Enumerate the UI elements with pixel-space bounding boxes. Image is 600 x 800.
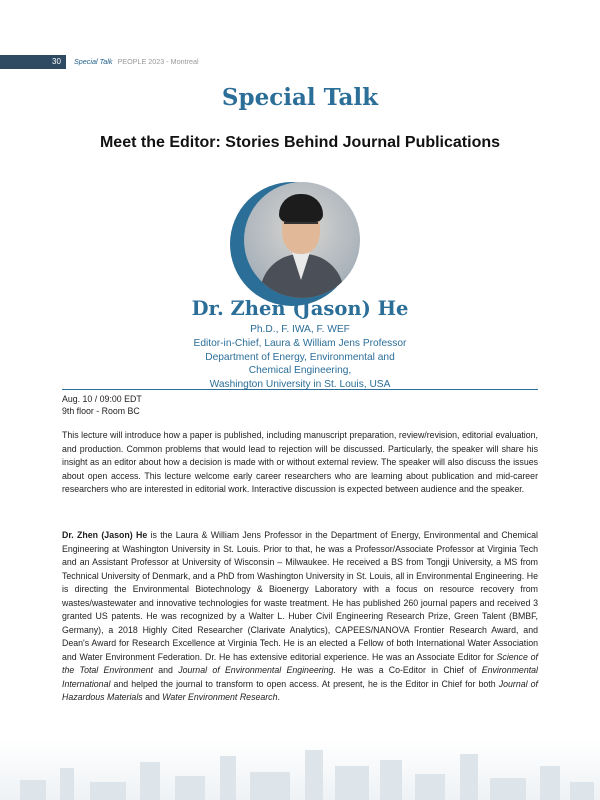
credential-line: Chemical Engineering, [248,365,352,377]
speaker-portrait [244,182,360,298]
bio-text: . He was a Co-Editor in Chief of [333,665,482,675]
bio-name: Dr. Zhen (Jason) He [62,530,148,540]
bio-text: and [142,692,163,702]
running-head-section: Special Talk [74,57,113,66]
bio-journal: Science of the Total Environment [62,651,539,675]
bio-paragraph [62,529,538,705]
bio-text: and [152,665,179,675]
speaker-photo [230,182,360,302]
bio-journal: Environmental International [62,665,538,689]
credential-line: Editor-in-Chief, Laura & William Jens Professor [193,337,407,349]
divider [62,389,538,390]
bio-text: is the Laura & William Jens Professor in the Department of Energy, Environmental and Chemical Engineering at Washington University in St. Louis. Prior to that, he was a Professor/Associate Professor at Virginia Tech and an Assistant Professor at University of Wisconsin – Milwaukee. He received a BS from Tongji University, a MS from Technical University of Denmark, and a PhD from Washington University in St. Louis, all in Environmental Engineering. He is directing the Environmental Biotechnology & Bioenergy Laboratory with a focus on resource recovery from wastes/wastewater and innovative technologies for waste treatment. He has published 260 journal papers and received 3 granted US patents. He was recognized by a Walter L. Huber Civil Engineering Research Prize, Green Talent (BMBF, Germany), a 2018 Highly Cited Researcher (Clarivate Analytics), CAPEES/NANOVA Frontier Research Award, and Dean's Award for Research Excellence at Virginia Tech. He is an elected a Fellow of both International Water Association and Water Environment Federation. Dr. He has extensive editorial experience. He was an Associate Editor for [62,530,538,662]
running-head-conference: PEOPLE 2023 - Montreal [117,57,199,66]
speaker-name: Dr. Zhen (Jason) He [191,297,409,320]
page-number: 30 [52,57,61,66]
bio-journal: Journal of Environmental Engineering [178,665,334,675]
page-title: Special Talk [221,84,379,111]
talk-location: 9th floor - Room BC [62,406,140,417]
bio-journal: Water Environment Research [162,692,278,702]
bio-text: . [277,692,280,702]
talk-datetime: Aug. 10 / 09:00 EDT [62,394,142,404]
skyline-decoration [0,740,600,800]
abstract-paragraph: This lecture will introduce how a paper is published, including manuscript preparation, review/revision, editorial evaluation, and production. Common problems that would lead to rejection will be discussed. Particularly, the speaker will share his insight as an editor about how a decision is made with or without external review. The speaker will also discuss the issues about open access. This lecture welcome early career researchers who are learning about publication and mid-career researchers who are interested in editorial work. Interactive discussion is expected between audience and the speaker. [62,430,538,494]
schedule [62,393,142,418]
bio-text: and helped the journal to transform to open access. At present, he is the Editor in Chief for both [110,678,499,689]
credential-line: Washington University in St. Louis, USA [209,379,391,391]
talk-title: Meet the Editor: Stories Behind Journal Publications [99,134,501,151]
running-head [74,55,199,69]
credential-line: Ph.D., F. IWA, F. WEF [250,324,350,335]
speaker-credentials [150,323,450,392]
credential-line: Department of Energy, Environmental and [205,351,395,363]
bio-journal: Journal of Hazardous Materials [62,678,538,702]
